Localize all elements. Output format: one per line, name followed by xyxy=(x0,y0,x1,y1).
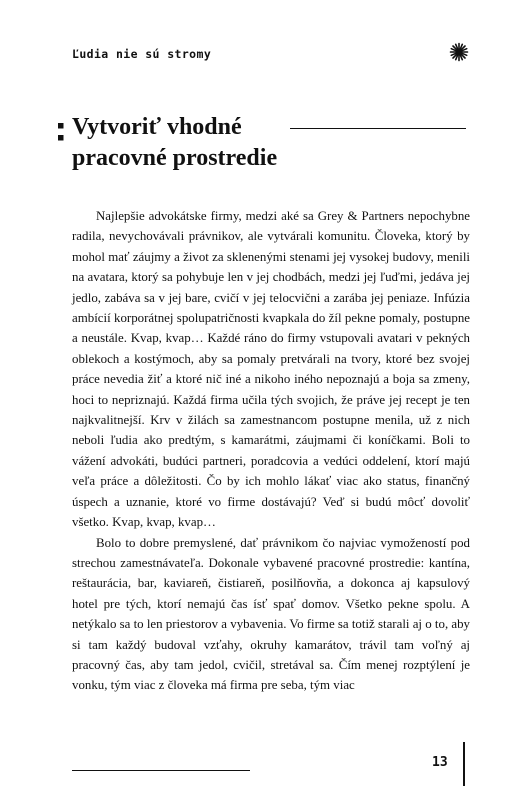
running-head-title: Ľudia nie sú stromy xyxy=(72,47,212,61)
colon-mark-icon xyxy=(57,121,65,143)
footer-rule xyxy=(72,770,250,771)
title-rule xyxy=(290,128,466,129)
body-text xyxy=(72,206,470,696)
chapter-title-line-1: Vytvoriť vhodné xyxy=(72,114,242,140)
edge-rule xyxy=(463,742,465,786)
chapter-title-line-2: pracovné prostredie xyxy=(72,145,278,171)
star-burst-icon xyxy=(449,42,469,62)
chapter-title xyxy=(72,112,277,174)
paragraph-1: Najlepšie advokátske firmy, medzi aké sa Grey & Partners nepochybne radila, nevychovávali právnikov, ale vytvárali komunitu. Človeka, ktorý by mohol mať záujmy a život za sklenenými stenami jej vysokej budovy, menili na avatara, ktorý sa pohybuje len v jej chodbách, medzi jej ľuďmi, jedáva jej jedlo, zabáva sa v jej bare, cvičí v jej telocvični a zarába jej peniaze. Infúzia ambícií korporátnej spolupatričnosti kvapkala do žíl pekne pomaly, postupne a neustále. Kvap, kvap… Každé ráno do firmy vstupovali avatari v pekných oblekoch a kostýmoch, aby sa pomaly pretvárali na tvory, ktoré bez svojej práce nevedia žiť a ktoré nič iné a nikoho iného nepoznajú a boja sa zmeny, hoci to nepriznajú. Každá firma učila tých svojich, že práve jej recept je ten najkvalitnejší. Krv v žilách sa zamestnancom postupne menila, už z nich neboli ľudia ako predtým, s kamarátmi, záujmami či koníčkami. Boli to vážení advokáti, budúci partneri, poradcovia a vedúci oddelení, ktorí majú veľa práce a dôležitosti. Čo by ich mohlo lákať viac ako status, finančný úspech a uznanie, ktoré vo firme dostávajú? Veď si budú môcť dovoliť všetko. Kvap, kvap, kvap… xyxy=(72,209,470,530)
paragraph-2: Bolo to dobre premyslené, dať právnikom čo najviac vymožeností pod strechou zamestnávateľa. Dokonale vybavené pracovné prostredie: kantína, reštaurácia, bar, kaviareň, čistiareň, posilňovňa, a dokonca aj kapsulový hotel pre tých, ktorí nemajú čas ísť spať domov. Všetko pekne spolu. A netýkalo sa to len priestorov a vybavenia. Vo firme sa totiž starali aj o to, aby si tam každý budoval vzťahy, okruhy kamarátov, trávil tam voľný aj pracovný čas, aby tam jedol, cvičil, stretával sa. Čím menej rozptýlení je vonku, tým viac z človeka má firma pre seba, tým viac xyxy=(72,535,470,693)
page-number: 13 xyxy=(432,755,448,770)
